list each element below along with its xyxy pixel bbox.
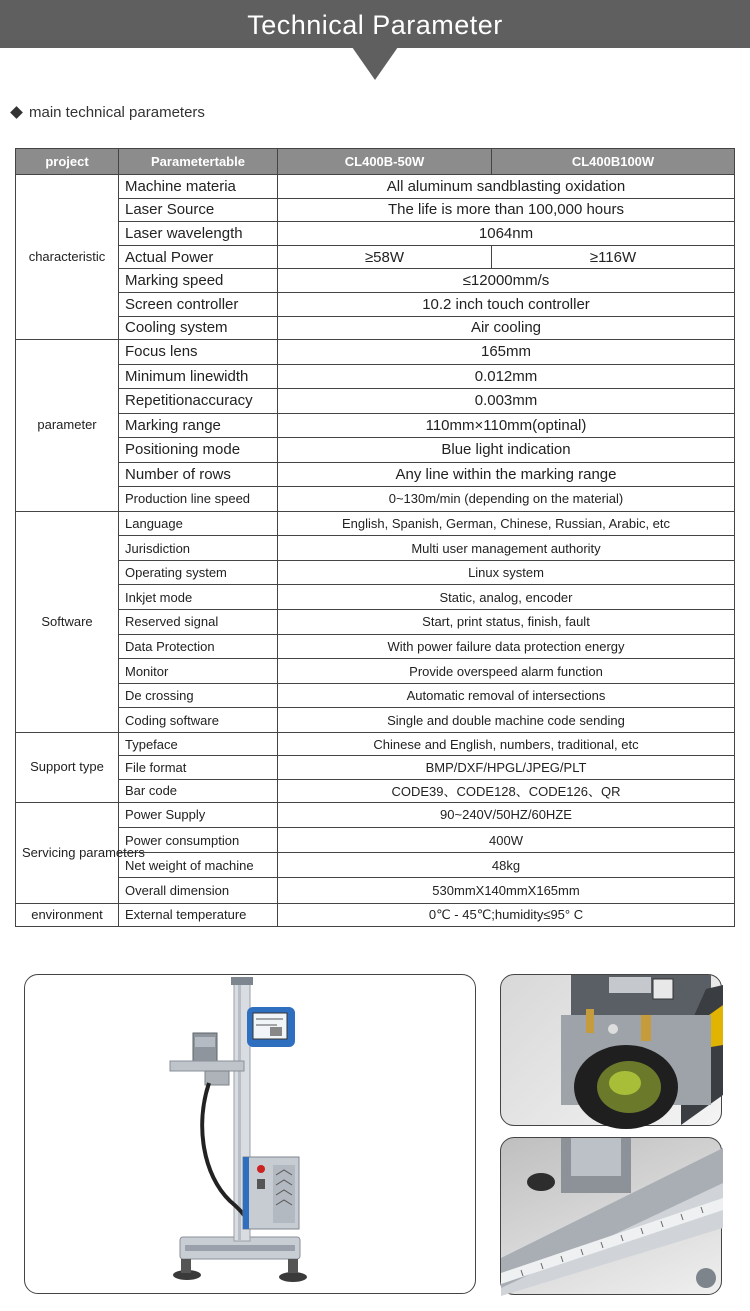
table-row (16, 610, 735, 635)
param-name: Cooling system (119, 316, 278, 340)
table-row (16, 903, 735, 926)
param-value: Start, print status, finish, fault (278, 610, 735, 635)
table-row (16, 222, 735, 246)
param-value: Air cooling (278, 316, 735, 340)
param-value: 0.003mm (278, 389, 735, 414)
param-name: Monitor (119, 659, 278, 684)
param-value: 530mmX140mmX165mm (278, 878, 735, 903)
page-title: Technical Parameter (247, 10, 503, 40)
param-value: Any line within the marking range (278, 462, 735, 487)
param-value: Multi user management authority (278, 536, 735, 561)
group-parameter: parameter (16, 340, 119, 512)
param-value: 0.012mm (278, 364, 735, 389)
rail-scale-illustration (501, 1138, 723, 1296)
param-value-50w: ≥58W (278, 245, 492, 269)
param-name: Overall dimension (119, 878, 278, 903)
param-name: Minimum linewidth (119, 364, 278, 389)
table-row (16, 536, 735, 561)
table-row (16, 802, 735, 827)
param-name: Laser Source (119, 198, 278, 222)
param-value: 0~130m/min (depending on the material) (278, 487, 735, 512)
section-environment (16, 903, 735, 926)
param-name: Laser wavelength (119, 222, 278, 246)
param-name: Actual Power (119, 245, 278, 269)
param-name: File format (119, 756, 278, 779)
param-value: 400W (278, 828, 735, 853)
table-row (16, 438, 735, 463)
header-model-50w: CL400B-50W (278, 149, 492, 175)
param-name: Operating system (119, 560, 278, 585)
table-row (16, 779, 735, 802)
group-support-type: Support type (16, 733, 119, 803)
param-value-100w: ≥116W (492, 245, 735, 269)
param-name: Marking range (119, 413, 278, 438)
table-row (16, 413, 735, 438)
machine-photo (24, 974, 476, 1294)
param-value: The life is more than 100,000 hours (278, 198, 735, 222)
param-value: Automatic removal of intersections (278, 683, 735, 708)
param-name: Focus lens (119, 340, 278, 365)
param-value: Blue light indication (278, 438, 735, 463)
table-row (16, 560, 735, 585)
table-row (16, 487, 735, 512)
param-value: Single and double machine code sending (278, 708, 735, 733)
param-name: Bar code (119, 779, 278, 802)
param-name: Power consumption (119, 828, 278, 853)
table-row (16, 708, 735, 733)
param-name: Data Protection (119, 634, 278, 659)
section-software (16, 511, 735, 732)
spec-table (15, 148, 735, 927)
table-row (16, 511, 735, 536)
param-name: Jurisdiction (119, 536, 278, 561)
param-name: Production line speed (119, 487, 278, 512)
header-project: project (16, 149, 119, 175)
laser-head-detail-photo (500, 974, 722, 1126)
table-row (16, 585, 735, 610)
param-value: 48kg (278, 853, 735, 878)
table-row (16, 245, 735, 269)
laser-marking-machine-illustration (25, 975, 477, 1295)
param-value: BMP/DXF/HPGL/JPEG/PLT (278, 756, 735, 779)
param-value: English, Spanish, German, Chinese, Russian, Arabic, etc (278, 511, 735, 536)
banner-arrow (352, 47, 398, 80)
param-value: 0℃ - 45℃;humidity≤95° C (278, 903, 735, 926)
group-software: Software (16, 511, 119, 732)
param-value: All aluminum sandblasting oxidation (278, 175, 735, 199)
param-name: De crossing (119, 683, 278, 708)
param-name: External temperature (119, 903, 278, 926)
table-row (16, 756, 735, 779)
table-header-row (16, 149, 735, 175)
header-model-100w: CL400B100W (492, 149, 735, 175)
section-heading-text: main technical parameters (29, 104, 205, 121)
section-heading (12, 104, 205, 121)
param-value: With power failure data protection energy (278, 634, 735, 659)
param-value: Linux system (278, 560, 735, 585)
param-name: Power Supply (119, 802, 278, 827)
param-value: Provide overspeed alarm function (278, 659, 735, 684)
group-environment: environment (16, 903, 119, 926)
table-row (16, 175, 735, 199)
param-value: CODE39、CODE128、CODE126、QR (278, 779, 735, 802)
param-name: Positioning mode (119, 438, 278, 463)
param-name: Coding software (119, 708, 278, 733)
table-row (16, 733, 735, 756)
table-row (16, 364, 735, 389)
section-servicing (16, 802, 735, 903)
param-name: Reserved signal (119, 610, 278, 635)
table-row (16, 462, 735, 487)
table-row (16, 316, 735, 340)
table-row (16, 340, 735, 365)
param-value: 165mm (278, 340, 735, 365)
param-name: Repetitionaccuracy (119, 389, 278, 414)
table-row (16, 878, 735, 903)
section-parameter (16, 340, 735, 512)
param-name: Screen controller (119, 292, 278, 316)
diamond-bullet-icon (10, 106, 23, 119)
table-row (16, 389, 735, 414)
table-row (16, 198, 735, 222)
header-parametertable: Parametertable (119, 149, 278, 175)
param-name: Number of rows (119, 462, 278, 487)
section-support-type (16, 733, 735, 803)
param-value: 1064nm (278, 222, 735, 246)
param-value: Chinese and English, numbers, traditional, etc (278, 733, 735, 756)
param-name: Language (119, 511, 278, 536)
table-row (16, 683, 735, 708)
group-characteristic: characteristic (16, 175, 119, 340)
param-name: Inkjet mode (119, 585, 278, 610)
rail-detail-photo (500, 1137, 722, 1295)
table-row (16, 634, 735, 659)
param-name: Machine materia (119, 175, 278, 199)
param-name: Typeface (119, 733, 278, 756)
section-characteristic (16, 175, 735, 340)
param-value: Static, analog, encoder (278, 585, 735, 610)
table-row (16, 659, 735, 684)
table-row (16, 269, 735, 293)
param-value: 10.2 inch touch controller (278, 292, 735, 316)
param-value: 90~240V/50HZ/60HZE (278, 802, 735, 827)
param-value: 110mm×110mm(optinal) (278, 413, 735, 438)
table-row (16, 292, 735, 316)
param-value: ≤12000mm/s (278, 269, 735, 293)
param-name: Marking speed (119, 269, 278, 293)
param-name: Net weight of machine (119, 853, 278, 878)
group-servicing-parameters: Servicing parameters (16, 802, 119, 903)
lens-illustration (501, 975, 723, 1127)
